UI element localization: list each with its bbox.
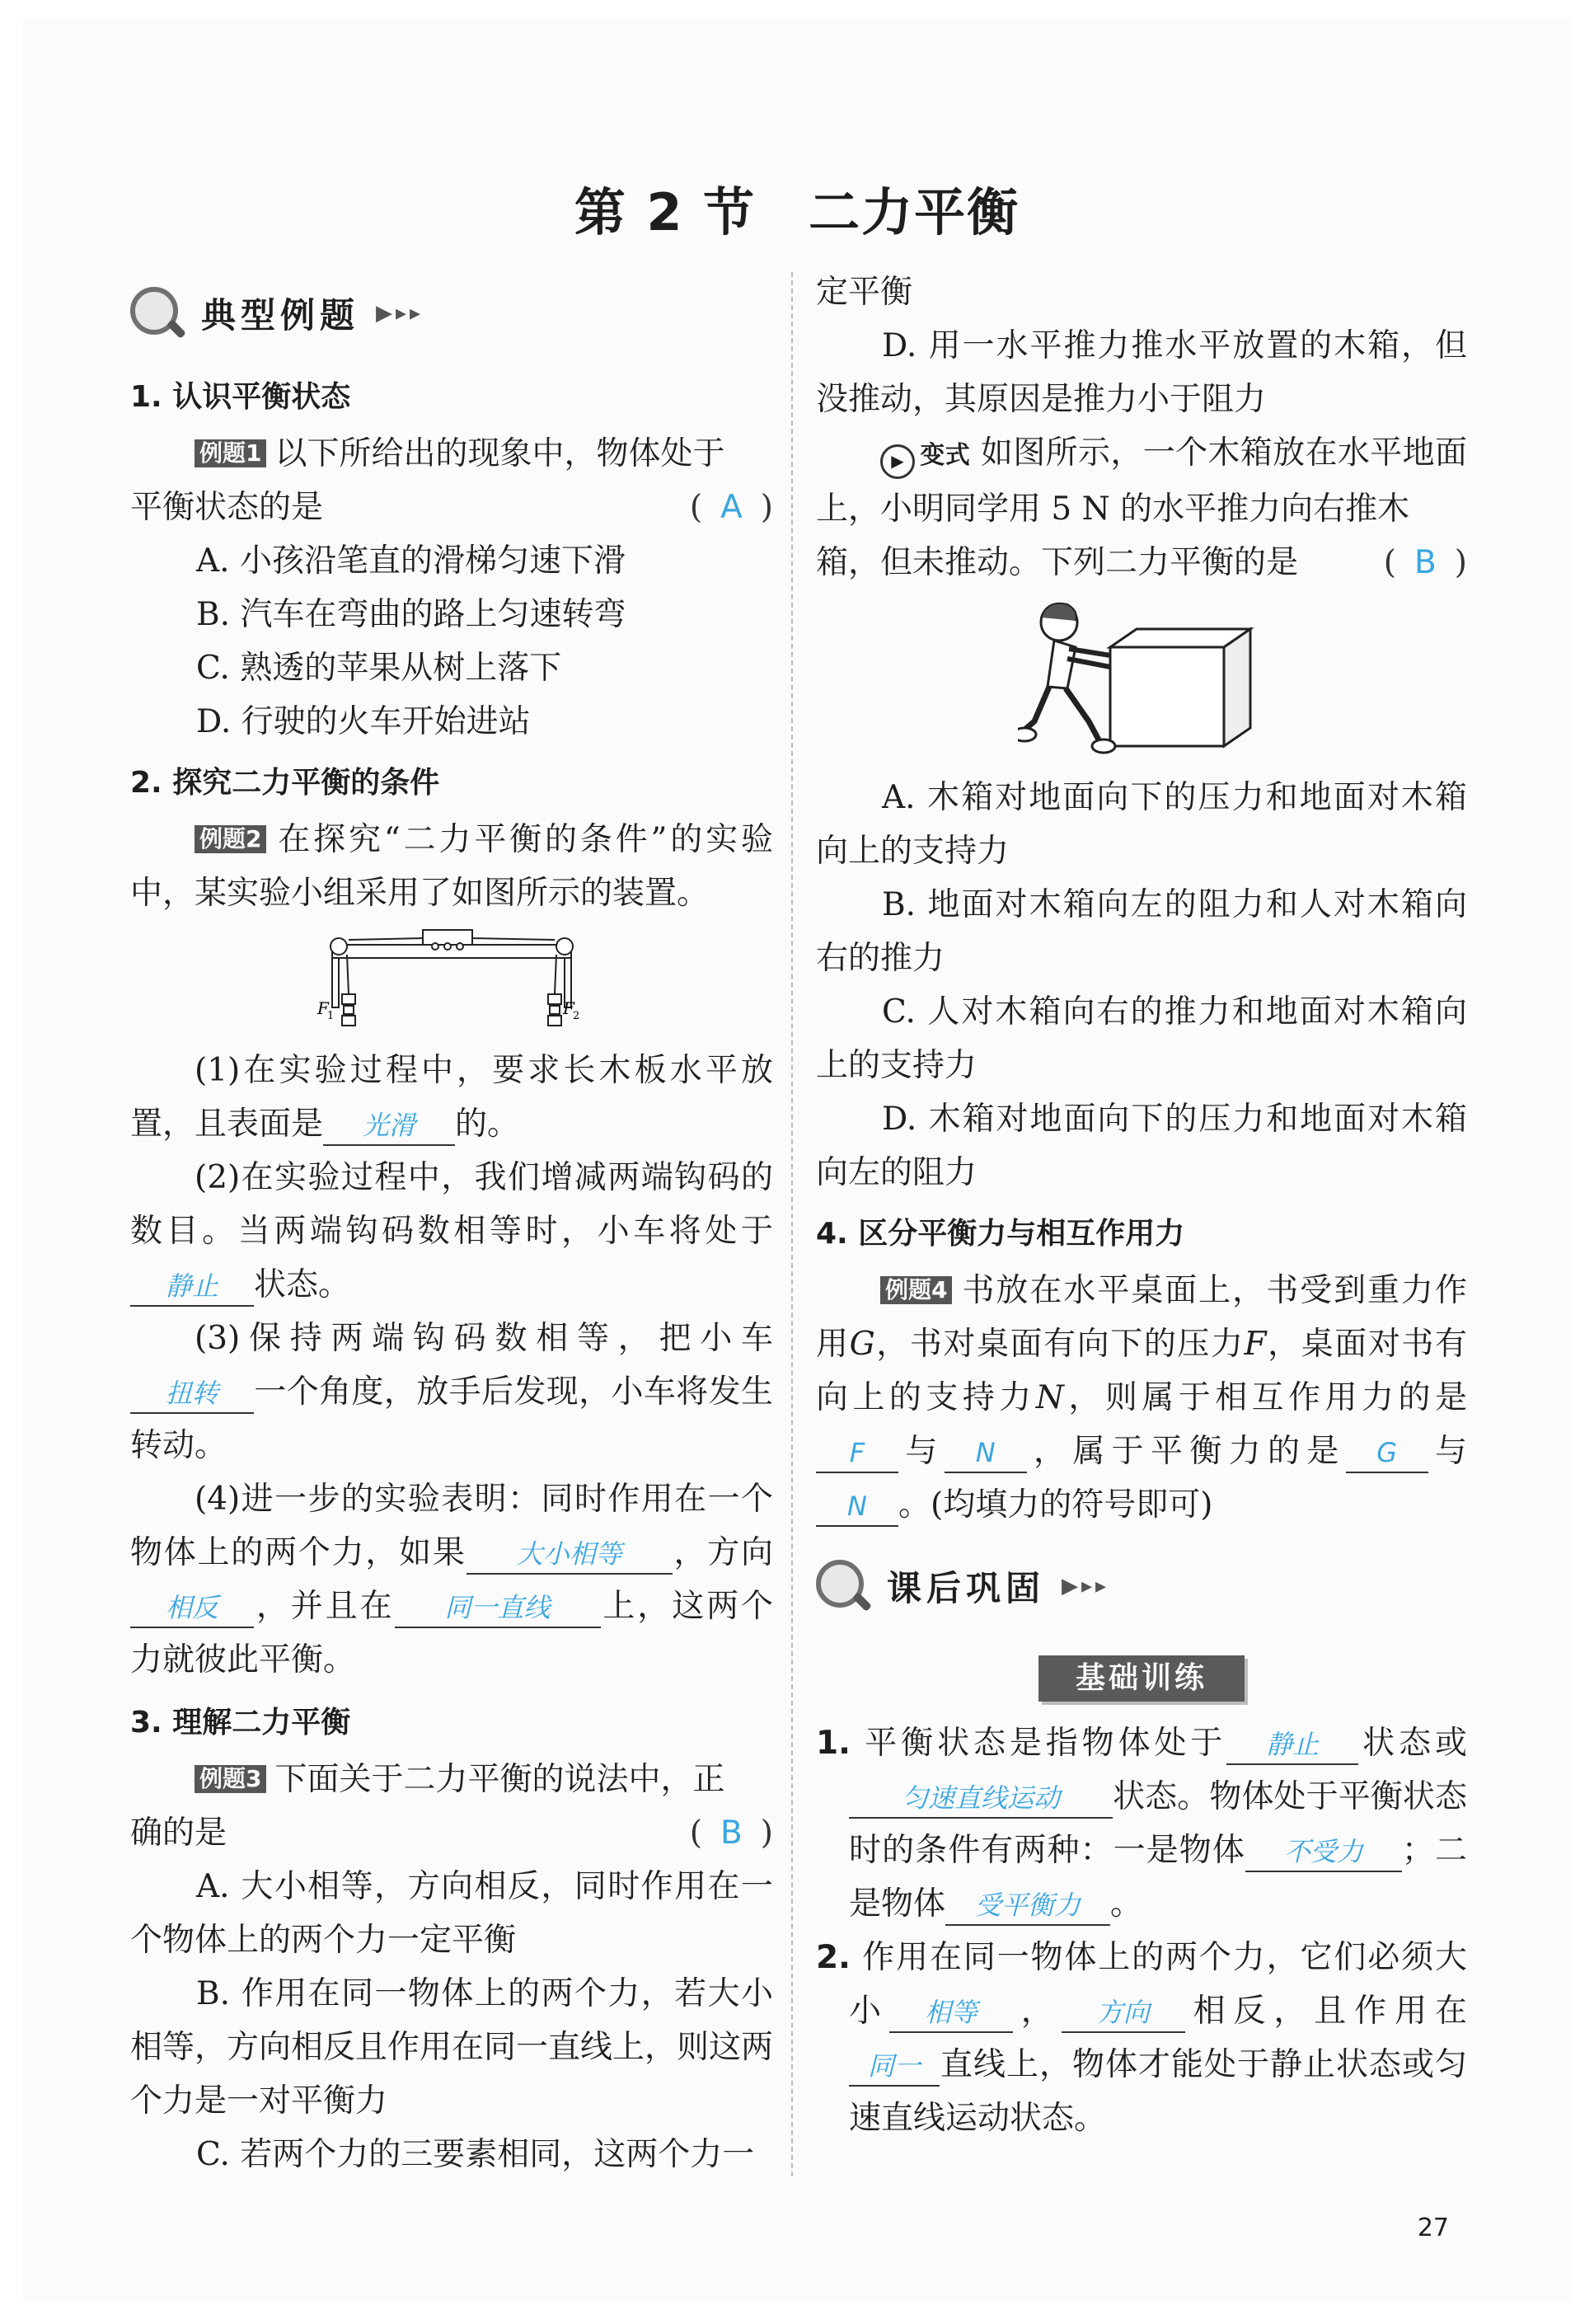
section-heading-4: 4. 区分平衡力与相互作用力 — [816, 1217, 1185, 1251]
section-banner-after-class — [816, 1537, 1467, 1636]
exercise-2-number: 2. — [816, 1939, 851, 1976]
label-f1-sub: 1 — [327, 1010, 335, 1022]
answer-blank[interactable]: 静止 — [1226, 1725, 1358, 1765]
example-2-text: 在探究“二力平衡的条件”的实验中，某实验小组采用了如图所示的装置。 — [130, 821, 773, 912]
answer-blank[interactable]: 静止 — [130, 1267, 254, 1307]
section-heading-3: 3. 理解二力平衡 — [130, 1706, 351, 1739]
variant-option-a: A. 木箱对地面向下的压力和地面对木箱向上的支持力 — [816, 779, 1467, 870]
ex1-text-d: ；二是物体 — [849, 1832, 1467, 1923]
variant-text: 如图所示，一个木箱放在水平地面上，小明同学用 5 N 的水平推力向右推木 — [816, 434, 1467, 528]
answer-blank[interactable]: 光滑 — [323, 1106, 455, 1146]
triangle-arrows-icon: ▶▸▸ — [376, 301, 424, 326]
banner-label: 课后巩固 — [887, 1568, 1046, 1608]
exercise-2 — [816, 1931, 1467, 2145]
ex4-text-c: ，桌面对书有向上的支持力 — [816, 1326, 1467, 1416]
boy-pushing-box-illustration — [1018, 598, 1265, 763]
ex2-text-c: 相反，且作用在 — [1184, 1993, 1467, 2030]
answer-blank[interactable]: 相反 — [130, 1589, 254, 1628]
answer-blank[interactable]: N — [945, 1434, 1027, 1473]
left-column — [130, 264, 773, 2181]
answer-blank[interactable]: F — [816, 1434, 898, 1473]
example-1-text: 以下所给出的现象中，物体处于 — [274, 435, 725, 472]
answer-blank[interactable]: 同一 — [849, 2047, 940, 2087]
example-1-option-b: B. 汽车在弯曲的路上匀速转弯 — [196, 596, 626, 633]
example-3-question-line2 — [130, 1806, 773, 1860]
answer-blank[interactable]: G — [1346, 1434, 1428, 1473]
part-3-text: (3)保持两端钩码数相等，把小车 — [195, 1320, 773, 1357]
ex4-text-d: ，则属于相互作用力的是 — [1063, 1379, 1467, 1416]
basic-training-label: 基础训练 — [1038, 1655, 1245, 1702]
answer-blank[interactable]: 受平衡力 — [945, 1886, 1110, 1926]
part-1-text: (1)在实验过程中，要求长木板水平放置，且表面是 — [130, 1052, 773, 1143]
part-3-text-end: 一个角度，放手后发现，小车将发生转动。 — [130, 1373, 773, 1464]
example-3-option-a: A. 大小相等，方向相反，同时作用在一个物体上的两个力一定平衡 — [130, 1868, 773, 1959]
example-3-option-d: D. 用一水平推力推水平放置的木箱，但没推动，其原因是推力小于阻力 — [816, 327, 1467, 418]
exercise-1 — [816, 1716, 1467, 1931]
answer-blank[interactable]: N — [816, 1487, 898, 1527]
example-1-answer-value: A — [720, 489, 743, 526]
section-banner-typical-examples — [130, 264, 773, 363]
example-3-tag: 例题3 — [195, 1765, 266, 1793]
triangle-arrows-icon: ▶▸▸ — [1062, 1574, 1110, 1599]
example-3-text-2: 确的是 — [130, 1815, 227, 1852]
ex1-text-a: 平衡状态是指物体处于 — [865, 1725, 1227, 1762]
variant-tag — [880, 441, 970, 470]
example-3-answer: ( B ) — [689, 1815, 773, 1852]
variant-answer-value: B — [1414, 544, 1437, 581]
variant-option-b: B. 地面对木箱向左的阻力和人对木箱向右的推力 — [816, 886, 1467, 977]
right-column — [816, 265, 1467, 2145]
variant-text-2: 箱，但未推动。下列二力平衡的是 — [816, 544, 1299, 581]
ex4-text-b: ，书对桌面有向下的压力 — [874, 1326, 1245, 1363]
part-1-text-end: 的。 — [455, 1106, 520, 1143]
page-title: 第 2 节 二力平衡 — [574, 182, 1020, 242]
magnifier-icon — [130, 287, 183, 340]
example-1-option-a: A. 小孩沿笔直的滑梯匀速下滑 — [196, 542, 626, 580]
example-2-part-4 — [130, 1472, 773, 1687]
page-number: 27 — [1417, 2214, 1449, 2242]
label-f2: F — [563, 998, 574, 1018]
example-1-option-d: D. 行驶的火车开始进站 — [196, 703, 531, 740]
section-heading-1: 1. 认识平衡状态 — [130, 380, 351, 414]
answer-blank[interactable]: 大小相等 — [466, 1535, 673, 1575]
answer-blank[interactable]: 不受力 — [1245, 1833, 1402, 1872]
example-1-answer: ( A ) — [689, 489, 773, 526]
ex1-text-b: 状态或 — [1358, 1725, 1467, 1762]
play-icon: ▶ — [880, 444, 915, 479]
example-3-text: 下面关于二力平衡的说法中，正 — [274, 1761, 725, 1798]
example-3-question — [130, 1753, 773, 1806]
ex1-text-c: 状态。物体处于平衡状态时的条件有两种：一是物体 — [849, 1778, 1467, 1869]
ex4-text-e: 与 — [898, 1433, 945, 1470]
variant-option-d: D. 木箱对地面向下的压力和地面对木箱向左的阻力 — [816, 1101, 1467, 1191]
example-3-answer-value: B — [720, 1815, 743, 1852]
answer-blank[interactable]: 匀速直线运动 — [849, 1779, 1113, 1819]
part-4-text-c: ，并且在 — [254, 1588, 395, 1625]
answer-blank[interactable]: 同一直线 — [395, 1589, 601, 1628]
ex2-text-b: ， — [1012, 1993, 1062, 2030]
ex4-text-f: ，属于平衡力的是 — [1026, 1433, 1346, 1470]
example-2-part-3 — [130, 1312, 773, 1472]
example-1-option-c: C. 熟透的苹果从树上落下 — [196, 650, 562, 687]
part-4-text-b: ，方向 — [672, 1534, 773, 1571]
example-3-option-c-cont: 定平衡 — [816, 274, 913, 311]
example-2-part-2 — [130, 1151, 773, 1312]
exercise-1-number: 1. — [816, 1725, 851, 1762]
label-f1: F — [317, 998, 329, 1018]
symbol-f: F — [1244, 1326, 1267, 1363]
example-3-option-b: B. 作用在同一物体上的两个力，若大小相等，方向相反且作用在同一直线上，则这两个力是一对平衡力 — [130, 1975, 774, 2120]
variant-answer: ( B ) — [1383, 544, 1467, 581]
magnifier-icon — [816, 1560, 869, 1613]
part-2-text-end: 状态。 — [254, 1266, 351, 1303]
variant-label: 变式 — [920, 441, 971, 470]
ex4-text-h: 。(均填力的符号即可) — [898, 1486, 1213, 1524]
symbol-n: N — [1035, 1379, 1064, 1416]
symbol-g: G — [849, 1326, 875, 1363]
label-f2-sub: 2 — [573, 1010, 580, 1022]
example-2-tag: 例题2 — [195, 825, 266, 853]
part-4-text-d: 上，这两个力就彼此平衡。 — [130, 1588, 773, 1678]
answer-blank[interactable]: 相等 — [889, 1993, 1013, 2033]
example-2-part-1 — [130, 1044, 773, 1151]
ex4-text-g: 与 — [1428, 1433, 1467, 1470]
balance-experiment-figure — [316, 928, 588, 1035]
example-1-question-line2 — [130, 481, 773, 534]
section-heading-2: 2. 探究二力平衡的条件 — [130, 766, 440, 800]
variant-question-line-end — [816, 536, 1467, 589]
banner-label: 典型例题 — [201, 295, 360, 336]
example-4-question — [816, 1264, 1467, 1532]
variant-question — [816, 426, 1467, 536]
example-1-tag: 例题1 — [195, 439, 266, 467]
example-1-text-2: 平衡状态的是 — [130, 489, 324, 526]
example-2-question — [130, 813, 773, 920]
answer-blank[interactable]: 方向 — [1062, 1993, 1185, 2033]
part-2-text: (2)在实验过程中，我们增减两端钩码的数目。当两端钩码数相等时，小车将处于 — [130, 1159, 773, 1250]
example-1-question — [130, 427, 773, 481]
ex2-text-d: 直线上，物体才能处于静止状态或匀速直线运动状态。 — [849, 2046, 1467, 2137]
example-4-tag: 例题4 — [880, 1276, 952, 1304]
answer-blank[interactable]: 扭转 — [130, 1374, 254, 1414]
column-divider — [791, 272, 793, 2176]
ex2-text-a: 作用在同一物体上的两个力，它们必须大小 — [849, 1939, 1467, 2030]
ex4-text-a: 书放在水平桌面上，书受到重力作用 — [816, 1272, 1467, 1363]
variant-option-c: C. 人对木箱向右的推力和地面对木箱向上的支持力 — [816, 993, 1467, 1084]
part-4-text: (4)进一步的实验表明：同时作用在一个物体上的两个力，如果 — [130, 1481, 773, 1571]
ex1-text-e: 。 — [1110, 1885, 1143, 1923]
example-3-option-c: C. 若两个力的三要素相同，这两个力一 — [196, 2136, 755, 2173]
